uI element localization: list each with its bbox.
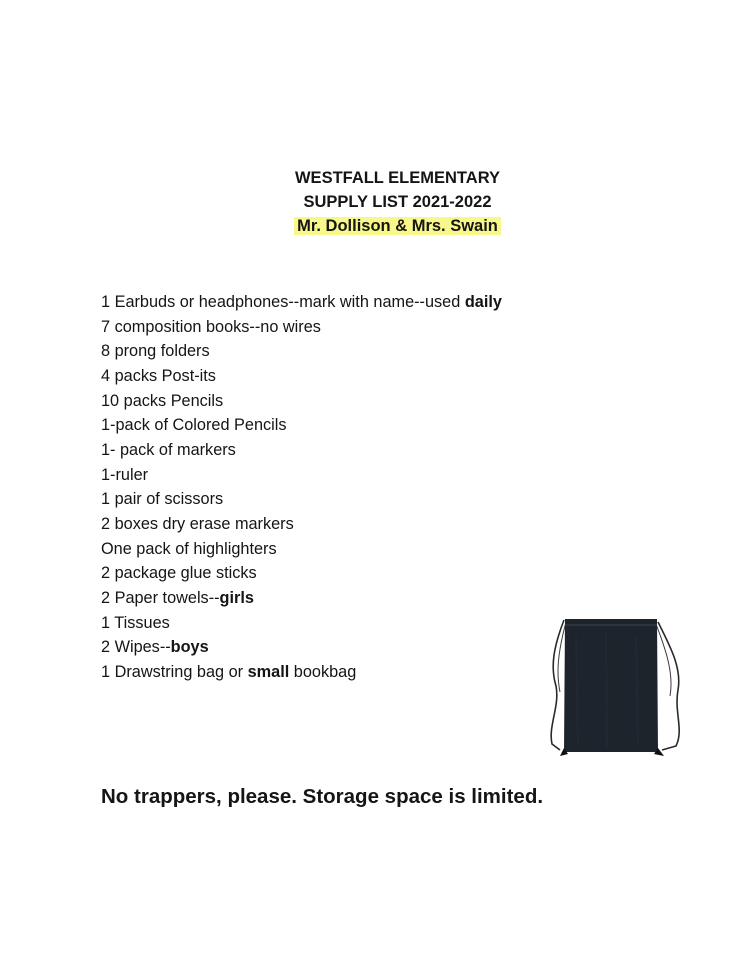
supply-item: [101, 586, 502, 611]
supply-item: [101, 339, 502, 364]
supply-item: [101, 413, 502, 438]
supply-list: [101, 290, 502, 685]
supply-item: [101, 463, 502, 488]
supply-item: [101, 487, 502, 512]
supply-item-text: 7 composition books--no wires: [101, 317, 321, 336]
list-header: [0, 166, 750, 238]
supply-item: [101, 290, 502, 315]
supply-item-text: 1-pack of Colored Pencils: [101, 416, 287, 435]
supply-item-text: 8 prong folders: [101, 342, 210, 361]
supply-item: [101, 611, 502, 636]
supply-item-text: 2 package glue sticks: [101, 564, 257, 583]
supply-item: [101, 315, 502, 340]
supply-item-emphasis: girls: [219, 588, 254, 607]
supply-item-text: One pack of highlighters: [101, 539, 277, 558]
supply-item-emphasis: boys: [170, 638, 209, 657]
supply-item: [101, 561, 502, 586]
supply-item-text: 1-ruler: [101, 465, 149, 484]
supply-item-text: 2 boxes dry erase markers: [101, 514, 294, 533]
supply-item: [101, 512, 502, 537]
supply-item: [101, 537, 502, 562]
school-name: WESTFALL ELEMENTARY: [294, 169, 501, 187]
supply-item: [101, 660, 502, 685]
supply-item-emphasis: daily: [464, 293, 502, 311]
supply-item: [101, 438, 502, 463]
supply-item-text: 1 Tissues: [101, 613, 170, 632]
supply-item-text: 1 pair of scissors: [101, 490, 224, 509]
supply-item: [101, 364, 502, 389]
teacher-names: Mr. Dollison & Mrs. Swain: [294, 217, 501, 235]
supply-item-text: 1 Drawstring bag or: [101, 662, 248, 681]
supply-item-text-after: bookbag: [289, 662, 357, 681]
supply-item: [101, 635, 502, 660]
supply-item-text: 2 Wipes--: [101, 638, 171, 657]
drawstring-bag-image: [546, 616, 688, 760]
supply-item-text: 2 Paper towels--: [101, 588, 220, 607]
teacher-names-line: [0, 214, 750, 238]
supply-item-text: 4 packs Post-its: [101, 366, 216, 385]
supply-item-text: 1- pack of markers: [101, 440, 236, 459]
supply-item-text: 1 Earbuds or headphones--mark with name--used: [101, 293, 465, 311]
list-title: SUPPLY LIST 2021-2022: [303, 193, 492, 211]
supply-item-emphasis: small: [247, 662, 290, 681]
supply-item-text: 10 packs Pencils: [101, 391, 224, 410]
supply-item: [101, 389, 502, 414]
storage-notice: No trappers, please. Storage space is limited.: [101, 785, 544, 808]
